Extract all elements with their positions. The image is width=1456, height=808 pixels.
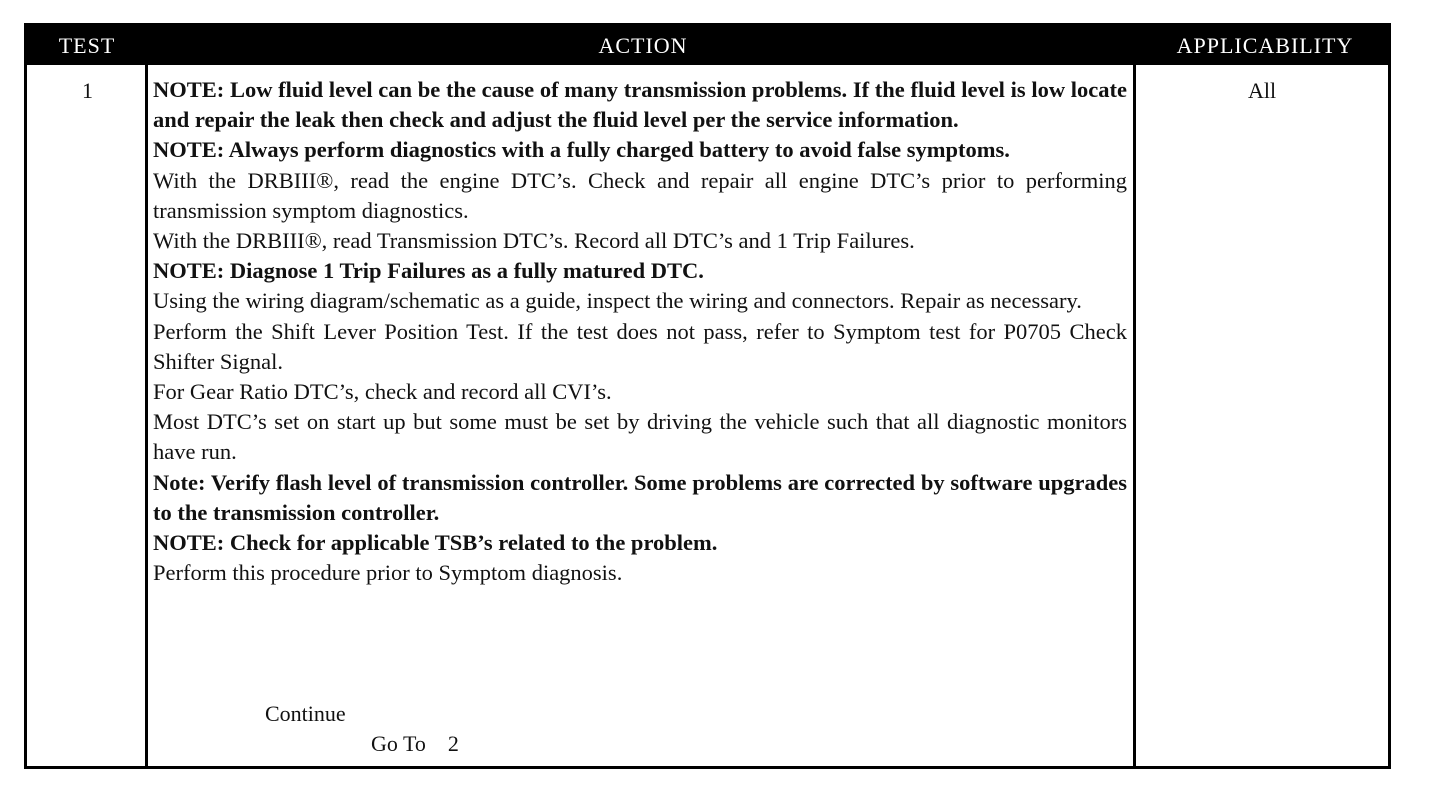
column-header-action: ACTION (598, 33, 688, 58)
column-divider-test-action (145, 65, 148, 766)
note-paragraph: NOTE: Always perform diagnostics with a fully charged battery to avoid false symptoms. (153, 137, 1010, 163)
table-header-row (27, 26, 1388, 65)
note-paragraph: NOTE: Diagnose 1 Trip Failures as a fully matured DTC. (153, 258, 704, 284)
continue-label: Continue (265, 701, 346, 726)
goto-instruction (371, 729, 459, 759)
column-divider-action-applicability (1133, 65, 1136, 766)
instruction-paragraph: With the DRBIII®, read Transmission DTC’s. Record all DTC’s and 1 Trip Failures. (153, 228, 915, 254)
test-number-cell: 1 (82, 78, 93, 103)
instruction-paragraph: Most DTC’s set on start up but some must be set by driving the vehicle such that all diagnostic monitors have run. (153, 409, 1127, 465)
instruction-paragraph: With the DRBIII®, read the engine DTC’s. Check and repair all engine DTC’s prior to performing transmission symptom diagnostics. (153, 167, 1127, 223)
note-paragraph: NOTE: Low fluid level can be the cause of many transmission problems. If the fluid level is low locate and repair the leak then check and adjust the fluid level per the service information. (153, 77, 1127, 133)
goto-label: Go To (371, 731, 426, 756)
column-header-applicability: APPLICABILITY (1176, 33, 1354, 58)
instruction-paragraph: Perform the Shift Lever Position Test. If the test does not pass, refer to Symptom test for P0705 Check Shifter Signal. (153, 318, 1127, 374)
note-paragraph: NOTE: Check for applicable TSB’s related to the problem. (153, 530, 718, 556)
action-cell (153, 75, 1127, 756)
diagnostic-test-table (24, 23, 1391, 769)
note-paragraph: Note: Verify flash level of transmission controller. Some problems are corrected by software upgrades to the transmission controller. (153, 469, 1127, 525)
instruction-paragraph: Perform this procedure prior to Symptom diagnosis. (153, 560, 623, 586)
applicability-cell: All (1247, 78, 1277, 103)
column-header-test: TEST (58, 33, 116, 58)
instruction-paragraph: Using the wiring diagram/schematic as a guide, inspect the wiring and connectors. Repair as necessary. (153, 288, 1082, 314)
action-paragraph-list (153, 75, 1127, 588)
instruction-paragraph: For Gear Ratio DTC’s, check and record all CVI’s. (153, 379, 612, 405)
goto-target-link[interactable]: 2 (447, 731, 459, 756)
